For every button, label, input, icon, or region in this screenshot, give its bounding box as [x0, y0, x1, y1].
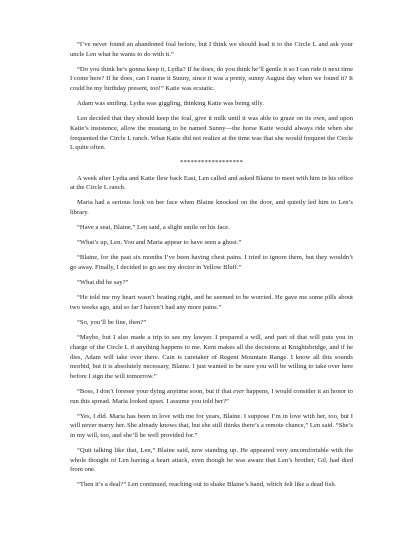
paragraph: Adam was smiling. Lydia was giggling, thinking Katie was being silly.	[77, 100, 264, 108]
paragraph: “Yes, I did. Maria has been in love with me for years, Blaine. I suppose I’m in love with her, too, but I will never marry her. She already knows that, but she still thinks there’s a remote chance,” Len said. “She’s in my will, too, and she’ll be well provided for.”	[70, 412, 353, 439]
paragraph: “What’s up, Len. You and Maria appear to have seen a ghost.”	[77, 239, 242, 247]
paragraph: A week after Lydia and Katie flew back East, Len called and asked Blaine to meet with him in his office at the Circle L ranch.	[70, 174, 353, 192]
paragraph: “Blaine, for the past six months I’ve been having chest pains. I tried to ignore them, but they wouldn’t go away. Finally, I decided to go see my doctor in Yellow Bluff.”	[70, 254, 353, 272]
paragraph: “He told me my heart wasn’t beating right, and he seemed to be worried. He gave me some pills about two weeks ago, and so far I haven’t had any more pains.”	[70, 294, 353, 311]
paragraph: “I’ve never found an abandoned foal before, but I think we should lead it to the Circle L and ask your uncle Len what he wants to do with it.”	[70, 41, 353, 58]
paragraph: “What did he say?”	[77, 279, 129, 287]
paragraph	[70, 387, 353, 406]
paragraph: “Do you think he’s gonna keep it, Lydia? If he does, do you think he’ll gentle it so I can ride it next time I come here? If he does, can I name it Sunny, since it was a pretty, sunny August day when we found it? It could be my birthday present, too!” Katie was ecstatic.	[70, 65, 353, 92]
paragraph: Len decided that they should keep the foal, give it milk until it was able to graze on its own, and upon Katie’s insistence, allow the mustang to be named Sunny—the horse Katie would always ride when she frequented the Circle L ranch. What Katie did not realize at the time was that she would frequent the Circle L quite often.	[70, 115, 353, 152]
paragraph: “Then it’s a deal?” Len continued, reaching out to shake Blaine’s hand, which felt like a dead fish.	[77, 481, 337, 489]
paragraph: “Maybe, but I also made a trip to see my lawyer. I prepared a will, and part of that will puts you in charge of the Circle L if anything happens to me. Kent makes all the decisions at Knightsbridge, and if he dies, Adam will take over there. Cain is caretaker of Regent Mountain Range. I know all this sounds morbid, but it is absolutely necessary, Blaine. I just wanted to be sure you will be willing to take over here before I sign the will tomorrow.”	[70, 334, 353, 380]
document-page	[70, 40, 353, 496]
paragraph-text: happens, I would consider it an honor to run this spread. Maria looked upset. I assume you told her?”	[70, 387, 353, 405]
paragraph: “Quit talking like that, Len,” Blaine said, now standing up. He appeared very uncomfortable with the whole thought of Len having a heart attack, even though he was aware that Len’s brother, Gil, had died from one.	[70, 447, 353, 474]
paragraph: Maria had a serious look on her face when Blaine knocked on the door, and quietly led him to Len’s library.	[70, 199, 353, 216]
paragraph: “So, you’ll be fine, then?”	[77, 319, 147, 327]
paragraph-text: “Boss, I don’t foresee your dying anytime soon, but if that	[77, 387, 234, 395]
paragraph: “Have a seat, Blaine,” Len said, a slight smile on his face.	[77, 224, 230, 232]
scene-break: ******************	[180, 159, 243, 167]
emphasis-text: ever	[233, 387, 245, 395]
